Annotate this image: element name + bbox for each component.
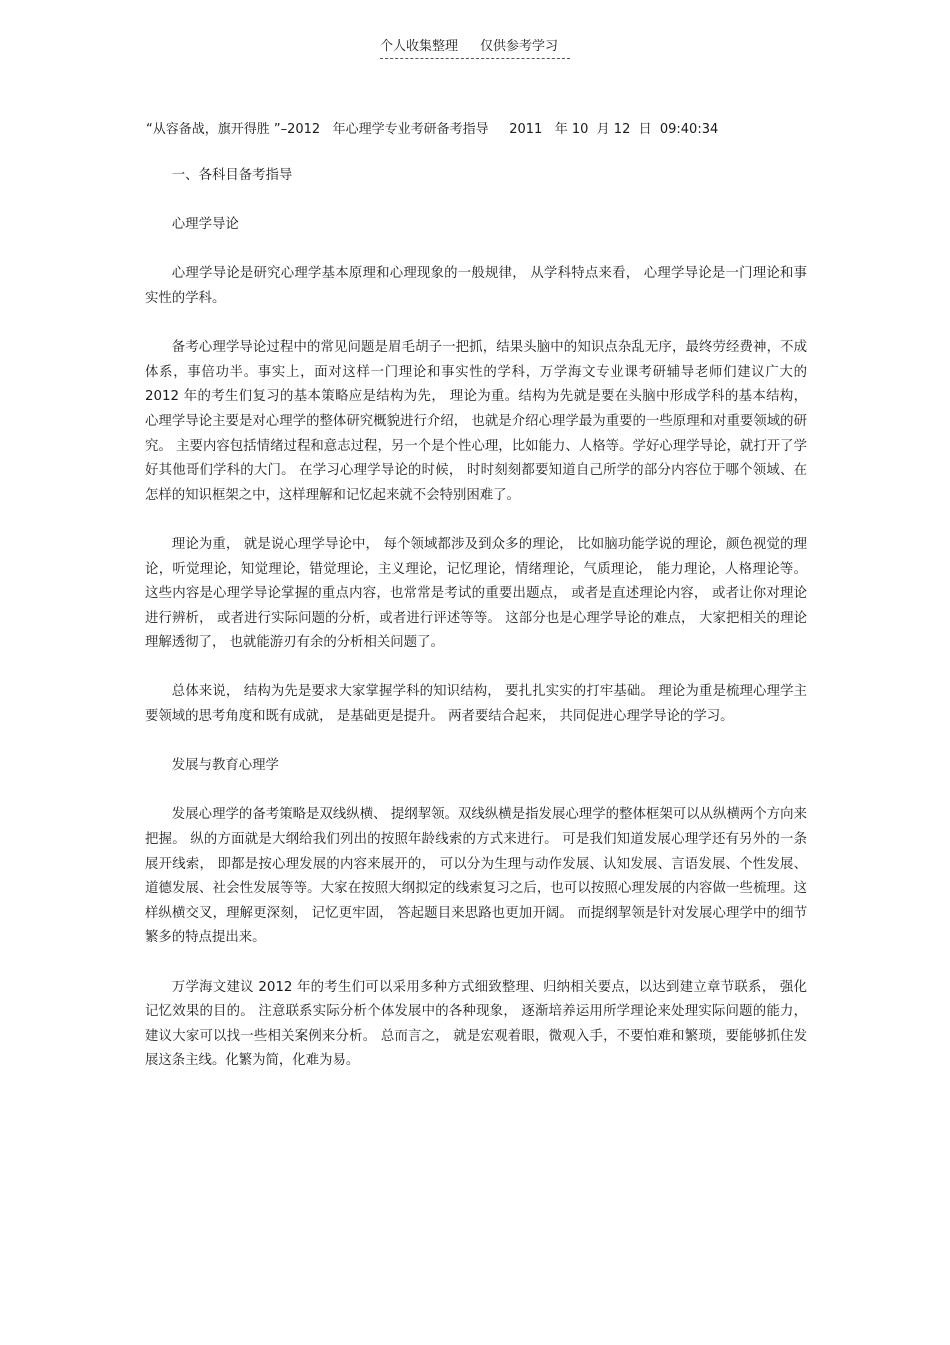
header-right-text: 仅供参考学习: [480, 39, 559, 54]
subsection-heading-intro: 心理学导论: [171, 217, 239, 233]
subsection-heading-dev: 发展与教育心理学: [171, 758, 279, 774]
paragraph-dev-2: 万学海文建议 2012 年的考生们可以采用多种方式细致整理、归纳相关要点，以达到建立章节联系， 强化记忆效果的目的。 注意联系实际分析个体发展中的各种现象， 逐渐培养运用所学理论来处理实际问题的能力， 建议大家可以找一些相关案例来分析。 总而言之， 就是宏观着眼，微观入手，不要怕难和繁琐，要能够抓住发展这条主线。化繁为简，化难为易。: [145, 979, 807, 1069]
paragraph-dev-1: 发展心理学的备考策略是双线纵横、 提纲挈领。双线纵横是指发展心理学的整体框架可以从纵横两个方向来把握。 纵的方面就是大纲给我们列出的按照年龄线索的方式来进行。 可是我们知道发展心理学还有另外的一条展开线索， 即都是按心理发展的内容来展开的， 可以分为生理与动作发展、认知发展、言语发展、个性发展、道德发展、社会性发展等等。大家在按照大纲拟定的线索复习之后，也可以按照心理发展的内容做一些梳理。这样纵横交叉，理解更深刻， 记忆更牢固， 答起题目来思路也更加开阔。 而提纲挈领是针对发展心理学中的细节繁多的特点提出来。: [145, 807, 807, 946]
section-heading-1: 一、各科目备考指导: [171, 168, 293, 183]
header-left-text: 个人收集整理: [380, 39, 459, 54]
page-header: [380, 38, 570, 59]
paragraph-intro-3: 理论为重， 就是说心理学导论中， 每个领域都涉及到众多的理论， 比如脑功能学说的理论，颜色视觉的理论，听觉理论，知觉理论，错觉理论，主义理论，记忆理论，情绪理论，气质理论， 能力理论，人格理论等。 这些内容是心理学导论掌握的重点内容，也常常是考试的重要出题点， 或者是直述理论内容， 或者让你对理论进行辨析， 或者进行实际问题的分析，或者进行评述等等。 这部分也是心理学导论的难点， 大家把相关的理论理解透彻了， 也就能游刃有余的分析相关问题了。: [145, 536, 807, 651]
paragraph-intro-2: 备考心理学导论过程中的常见问题是眉毛胡子一把抓，结果头脑中的知识点杂乱无序，最终劳经费神，不成体系，事倍功半。事实上，面对这样一门理论和事实性的学科，万学海文专业课考研辅导老师们建议广大的 2012 年的考生们复习的基本策略应是结构为先， 理论为重。结构为先就是要在头脑中形成学科的基本结构， 心理学导论主要是对心理学的整体研究概貌进行介绍， 也就是介绍心理学最为重要的一些原理和对重要领域的研究。 主要内容包括情绪过程和意志过程，另一个是个性心理，比如能力、人格等。学好心理学导论，就打开了学好其他哥们学科的大门。 在学习心理学导论的时候， 时时刻刻都要知道自己所学的部分内容位于哪个领域、在怎样的知识框架之中，这样理解和记忆起来就不会特别困难了。: [145, 340, 807, 503]
paragraph-intro-1: 心理学导论是研究心理学基本原理和心理现象的一般规律， 从学科特点来看， 心理学导论是一门理论和事实性的学科。: [145, 266, 807, 306]
document-title-line: “从容备战，旗开得胜 ”–2012 年心理学专业考研备考指导 2011 年 10 月 12 日 09:40:34: [146, 122, 719, 137]
paragraph-intro-4: 总体来说， 结构为先是要求大家掌握学科的知识结构， 要扎扎实实的打牢基础。 理论为重是梳理心理学主要领域的思考角度和既有成就， 是基础更是提升。 两者要结合起来， 共同促进心理学导论的学习。: [145, 684, 807, 725]
document-body: [145, 164, 807, 1099]
